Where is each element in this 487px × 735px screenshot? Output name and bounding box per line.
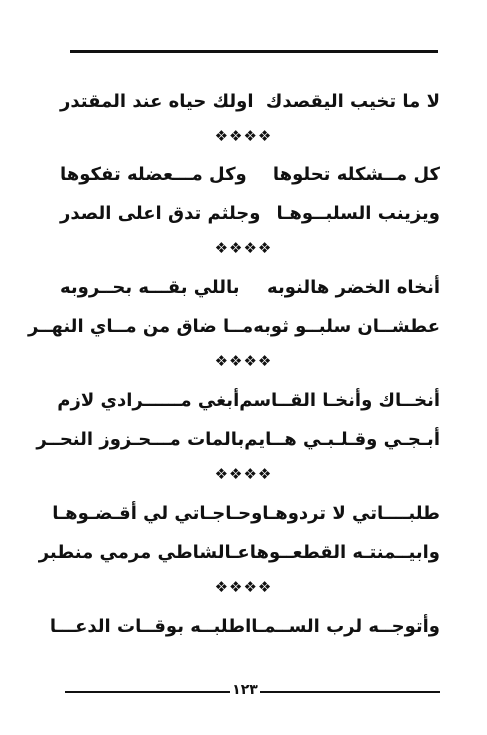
footer-rule-left	[65, 691, 230, 693]
verse-line	[60, 157, 440, 191]
verse-line	[27, 309, 440, 343]
verse-right-hemistich: أنخــاك وأنخـا القــاسم	[239, 389, 440, 411]
verse-left-hemistich: عـالشاطي مرمي منطبر	[38, 541, 250, 563]
verse-line	[60, 196, 440, 230]
verse-left-hemistich: وكل مـــعضله تفكوها	[60, 163, 247, 185]
verse-right-hemistich: وأتوجــه لرب الســمـا	[251, 615, 440, 637]
verse-right-hemistich: ويزينب السلبــوهـا	[276, 202, 440, 224]
verse-line	[60, 84, 440, 118]
verse-left-hemistich: أبغي مــــــرادي لازم	[57, 389, 240, 411]
verse-left-hemistich: مــا ضاق من مــاي النهــر	[27, 315, 254, 337]
verse-line	[52, 496, 440, 530]
verse-line	[57, 383, 440, 417]
stanza-separator: ❖❖❖❖	[214, 352, 273, 370]
verse-right-hemistich: لا ما تخيب اليقصدك	[265, 90, 440, 112]
verse-right-hemistich: طلبــــاتي لا تردوهـا	[262, 502, 440, 524]
page-number: ١٢٣	[232, 682, 258, 698]
verse-right-hemistich: كل مــشكله تحلوها	[272, 163, 440, 185]
verse-right-hemistich: أنخاه الخضر هالنوبه	[267, 276, 440, 298]
verse-right-hemistich: وابيــمنتـه القطعــوها	[249, 541, 440, 563]
verse-left-hemistich: اطلبــه بوقــات الدعـــا	[49, 615, 252, 637]
stanza-separator: ❖❖❖❖	[214, 465, 273, 483]
verse-left-hemistich: وحـاجـاتي لي أقـضـوهـا	[52, 502, 263, 524]
verse-left-hemistich: وجلثم تدق اعلى الصدر	[60, 202, 261, 224]
verse-right-hemistich: أبـجـي وقـلـبـي هــايم	[244, 428, 440, 450]
top-rule	[70, 50, 438, 53]
verse-line	[49, 609, 440, 643]
stanza-separator: ❖❖❖❖	[214, 239, 273, 257]
verse-line	[60, 270, 440, 304]
verse-left-hemistich: بالمات مـــحـزوز النحــر	[36, 428, 245, 450]
verse-left-hemistich: باللي بقـــه بحــروبه	[60, 276, 240, 298]
footer-rule-right	[260, 691, 440, 693]
verse-line	[36, 422, 440, 456]
stanza-separator: ❖❖❖❖	[214, 127, 273, 145]
stanza-separator: ❖❖❖❖	[214, 578, 273, 596]
verse-left-hemistich: اولك حياه عند المقتدر	[60, 90, 254, 112]
verse-line	[38, 535, 440, 569]
verse-right-hemistich: عطشــان سلبــو ثوبه	[253, 315, 440, 337]
